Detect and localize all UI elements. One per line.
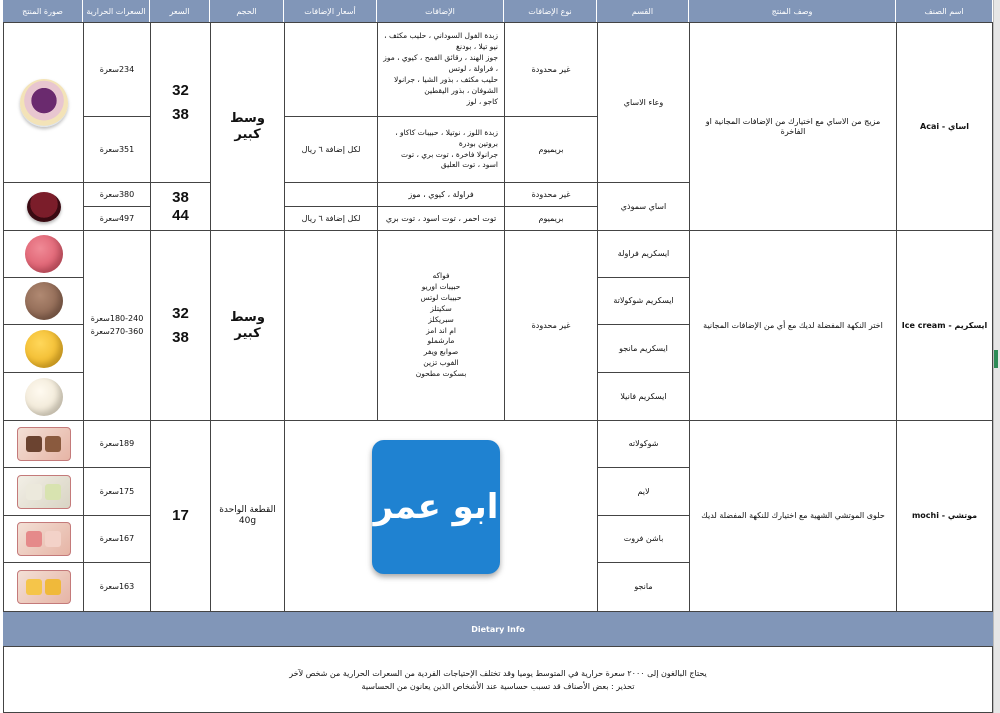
mochi-calories-3: 167سعرة bbox=[83, 515, 151, 563]
icecream-addon-line: بسكوت مطحون bbox=[415, 369, 467, 378]
acai-addon-price-2: لكل إضافة ٦ ريال bbox=[284, 206, 378, 231]
acai-addons-free bbox=[377, 22, 505, 117]
icecream-size-large: كبير bbox=[234, 325, 261, 341]
header-addons: الإضافات bbox=[377, 0, 504, 22]
acai-description: مزيج من الاساي مع اختيارك من الإضافات المجانية او الفاخرة bbox=[689, 22, 897, 231]
icecream-calories-medium: 180-240سعرة bbox=[90, 313, 144, 323]
acai-section-bowl: وعاء الاساي bbox=[597, 22, 690, 183]
acai-addon-free-line: زبدة الفول السوداني ، حليب مكثف ، bbox=[384, 31, 498, 41]
acai-price-smoothie bbox=[150, 182, 211, 231]
acai-addon-free-line: نيو تيلا ، بودنغ bbox=[455, 42, 498, 52]
icecream-addon-line: صوابع ويفر bbox=[423, 347, 459, 357]
acai-size bbox=[210, 22, 285, 231]
icecream-description: اختر النكهة المفضلة لديك مع أي من الإضافات المجانية bbox=[689, 230, 897, 421]
icecream-flavor-2: ايسكريم شوكولاتة bbox=[597, 277, 690, 325]
acai-price-medium: 32 bbox=[172, 82, 189, 100]
header-calories: السعرات الحرارية bbox=[83, 0, 150, 22]
acai-price-bowl bbox=[150, 22, 211, 183]
abu-omar-logo: ابو عمر bbox=[372, 440, 500, 574]
icecream-addon-line: سبريكلز bbox=[428, 314, 454, 324]
acai-addon-premium-line: اسود ، توت العليق bbox=[440, 160, 498, 170]
header-addon-prices: أسعار الإضافات bbox=[284, 0, 377, 22]
acai-addons-free-2: فراولة ، كيوي ، موز bbox=[377, 182, 505, 207]
icecream-price-large: 38 bbox=[172, 328, 189, 346]
strawberry-scoop-picture bbox=[25, 235, 63, 273]
icecream-addon-line: حبيبات اوريو bbox=[421, 282, 461, 291]
icecream-flavor-1: ايسكريم فراولة bbox=[597, 230, 690, 278]
mochi-description: حلوى الموتشي الشهية مع اختيارك للنكهة المفضلة لديك bbox=[689, 420, 897, 612]
acai-addon-free-line: حليب مكثف ، بذور الشيا ، جرانولا bbox=[393, 74, 498, 84]
icecream-strawberry-image bbox=[3, 230, 84, 278]
acai-size-medium: وسط bbox=[230, 110, 265, 126]
acai-bowl-picture bbox=[20, 79, 68, 127]
mochi-mango-picture bbox=[17, 570, 71, 604]
dietary-info-box bbox=[3, 646, 993, 713]
mochi-size-weight: 40g bbox=[238, 516, 257, 526]
mochi-size bbox=[210, 420, 285, 612]
acai-calories-2: 351سعرة bbox=[83, 116, 151, 183]
acai-calories-1: 234سعرة bbox=[83, 22, 151, 117]
cell-selection-marker bbox=[994, 350, 998, 368]
mochi-flavor-4: مانجو bbox=[597, 562, 690, 612]
acai-calories-3: 380سعرة bbox=[83, 182, 151, 207]
acai-bowl-image bbox=[3, 22, 84, 183]
mochi-flavor-3: باشن فروت bbox=[597, 515, 690, 563]
acai-addon-premium-line: زبدة اللوز ، نوتيلا ، حبيبات كاكاو ، bbox=[395, 127, 498, 137]
acai-addon-free-line: ، فراولة ، لوتس bbox=[448, 64, 498, 74]
header-description: وصف المنتج bbox=[689, 0, 896, 22]
acai-smoothie-price-large: 44 bbox=[172, 206, 189, 224]
dietary-info-line-2: تحذير : بعض الأصناف قد تسبب حساسية عند الأشخاص الذين يعانون من الحساسية bbox=[361, 681, 635, 691]
icecream-vanilla-image bbox=[3, 372, 84, 421]
acai-addon-free-line: الشوفان ، بذور اليقطين bbox=[424, 85, 498, 95]
icecream-addon-line: مارشملو bbox=[427, 336, 455, 346]
mochi-flavor-1: شوكولاته bbox=[597, 420, 690, 468]
mochi-lime-picture bbox=[17, 475, 71, 509]
icecream-size bbox=[210, 230, 285, 421]
icecream-flavor-3: ايسكريم مانجو bbox=[597, 324, 690, 373]
acai-smoothie-image bbox=[3, 182, 84, 231]
mochi-chocolate-image bbox=[3, 420, 84, 468]
acai-addons-premium bbox=[377, 116, 505, 183]
mochi-passionfruit-picture bbox=[17, 522, 71, 556]
acai-calories-4: 497سعرة bbox=[83, 206, 151, 231]
acai-addon-premium-line: جرانولا فاخرة ، توت بري ، توت bbox=[401, 149, 498, 159]
mango-scoop-picture bbox=[25, 330, 63, 368]
mochi-calories-2: 175سعرة bbox=[83, 467, 151, 516]
dietary-info-line-1: يحتاج البالغون إلى ٢٠٠٠ سعرة حرارية في المتوسط يوميا وقد تختلف الإحتياجات الفردية من السعرات الحرارية من شخص لآخر bbox=[289, 668, 707, 678]
icecream-addon-line: حبيبات لوتس bbox=[420, 292, 462, 302]
mochi-size-piece: القطعة الواحدة bbox=[219, 505, 276, 516]
acai-price-large: 38 bbox=[172, 105, 189, 123]
acai-type-free: غير محدودة bbox=[504, 22, 598, 117]
mochi-mango-image bbox=[3, 562, 84, 612]
chocolate-scoop-picture bbox=[25, 282, 63, 320]
mochi-calories-1: 189سعرة bbox=[83, 420, 151, 468]
header-section: القسم bbox=[597, 0, 689, 22]
header-addon-type: نوع الإضافات bbox=[504, 0, 597, 22]
mochi-calories-4: 163سعرة bbox=[83, 562, 151, 612]
acai-type-premium: بريميوم bbox=[504, 116, 598, 183]
icecream-mango-image bbox=[3, 324, 84, 373]
acai-addons-premium-2: توت احمر ، توت اسود ، توت بري bbox=[377, 206, 505, 231]
mochi-price: 17 bbox=[150, 420, 211, 612]
acai-addon-price-empty-1 bbox=[284, 22, 378, 117]
acai-addon-free-line: كاجو ، لوز bbox=[466, 96, 498, 106]
icecream-price-medium: 32 bbox=[172, 305, 189, 323]
icecream-addon-type: غير محدودة bbox=[504, 230, 598, 421]
icecream-addon-line: الفوب تزين bbox=[423, 358, 459, 368]
icecream-name: ايسكريم - Ice cream bbox=[896, 230, 993, 421]
header-product-name: اسم الصنف bbox=[896, 0, 993, 22]
acai-type-free-2: غير محدودة bbox=[504, 182, 598, 207]
icecream-calories-large: 270-360سعرة bbox=[90, 326, 144, 336]
icecream-calories bbox=[83, 230, 151, 421]
mochi-flavor-2: لايم bbox=[597, 467, 690, 516]
icecream-addon-line: ام اند امز bbox=[426, 325, 456, 335]
acai-section-smoothie: اساي سموذي bbox=[597, 182, 690, 231]
header-price: السعر bbox=[150, 0, 210, 22]
acai-addon-premium-line: بروتين بودرة bbox=[458, 138, 498, 148]
header-image: صورة المنتج bbox=[3, 0, 83, 22]
dietary-info-header: Dietary Info bbox=[3, 612, 993, 646]
mochi-lime-image bbox=[3, 467, 84, 516]
mochi-name: موتشي - mochi bbox=[896, 420, 993, 612]
acai-smoothie-picture bbox=[27, 192, 61, 222]
icecream-addon-price-empty bbox=[284, 230, 378, 421]
acai-addon-price-empty-2 bbox=[284, 182, 378, 207]
acai-type-premium-2: بريميوم bbox=[504, 206, 598, 231]
icecream-addon-line: فواكه bbox=[432, 271, 450, 281]
acai-addon-price-1: لكل إضافة ٦ ريال bbox=[284, 116, 378, 183]
vanilla-scoop-picture bbox=[25, 378, 63, 416]
header-size: الحجم bbox=[210, 0, 284, 22]
icecream-flavor-4: ايسكريم فانيلا bbox=[597, 372, 690, 421]
mochi-passionfruit-image bbox=[3, 515, 84, 563]
acai-smoothie-price-medium: 38 bbox=[172, 188, 189, 206]
acai-size-large: كبير bbox=[234, 126, 261, 142]
acai-name: اساي - Acai bbox=[896, 22, 993, 231]
icecream-price bbox=[150, 230, 211, 421]
icecream-size-medium: وسط bbox=[230, 309, 265, 325]
mochi-chocolate-picture bbox=[17, 427, 71, 461]
acai-addon-free-line: جوز الهند ، رقائق القمح ، كيوي ، موز bbox=[383, 53, 498, 63]
icecream-chocolate-image bbox=[3, 277, 84, 325]
icecream-addons bbox=[377, 230, 505, 421]
icecream-addon-line: سكيتلز bbox=[430, 303, 452, 313]
